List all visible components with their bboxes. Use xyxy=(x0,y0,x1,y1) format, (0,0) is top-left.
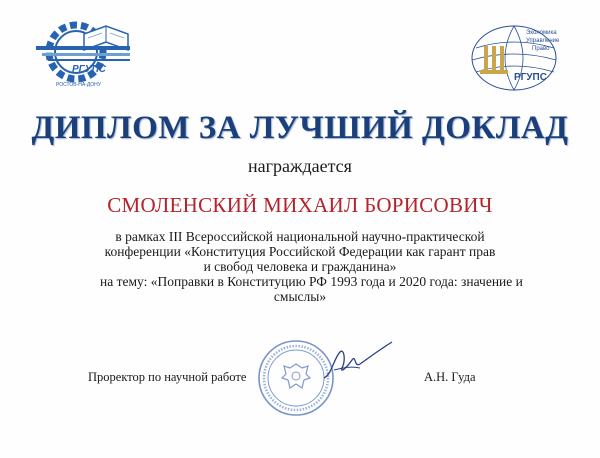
body-line: в рамках III Всероссийской национальной научно-практической xyxy=(115,229,485,244)
body-line: смыслы» xyxy=(273,289,327,304)
signatory-title: Проректор по научной работе xyxy=(88,370,247,384)
conference-description xyxy=(100,229,523,304)
logo-right-text: РГУПС xyxy=(514,72,547,83)
eagle-emblem-icon xyxy=(282,364,310,388)
awarded-label: награждается xyxy=(248,156,352,176)
logo-left-arc-text: РОСТОВ-НА-ДОНУ xyxy=(56,82,101,88)
body-line: и свобод человека и гражданина» xyxy=(203,259,397,274)
rgups-logo-right xyxy=(462,18,577,93)
body-line: конференции «Конституция Российской Федерации как гарант прав xyxy=(104,244,496,259)
logo-right-line3: Право xyxy=(532,46,550,52)
logo-left-text: РГУПС xyxy=(72,64,106,75)
handwritten-signature xyxy=(320,338,395,388)
signatory-name: А.Н. Гуда xyxy=(424,370,476,384)
recipient-name: СМОЛЕНСКИЙ МИХАИЛ БОРИСОВИЧ xyxy=(107,193,493,217)
rgups-logo-left xyxy=(28,12,138,90)
logo-right-line2: Управление xyxy=(526,38,560,44)
columns-icon xyxy=(480,46,508,74)
diploma-title: ДИПЛОМ ЗА ЛУЧШИЙ ДОКЛАД xyxy=(31,110,569,146)
logo-right-line1: Экономика xyxy=(526,30,557,36)
body-line: на тему: «Поправки в Конституцию РФ 1993 года и 2020 года: значение и xyxy=(100,274,523,289)
